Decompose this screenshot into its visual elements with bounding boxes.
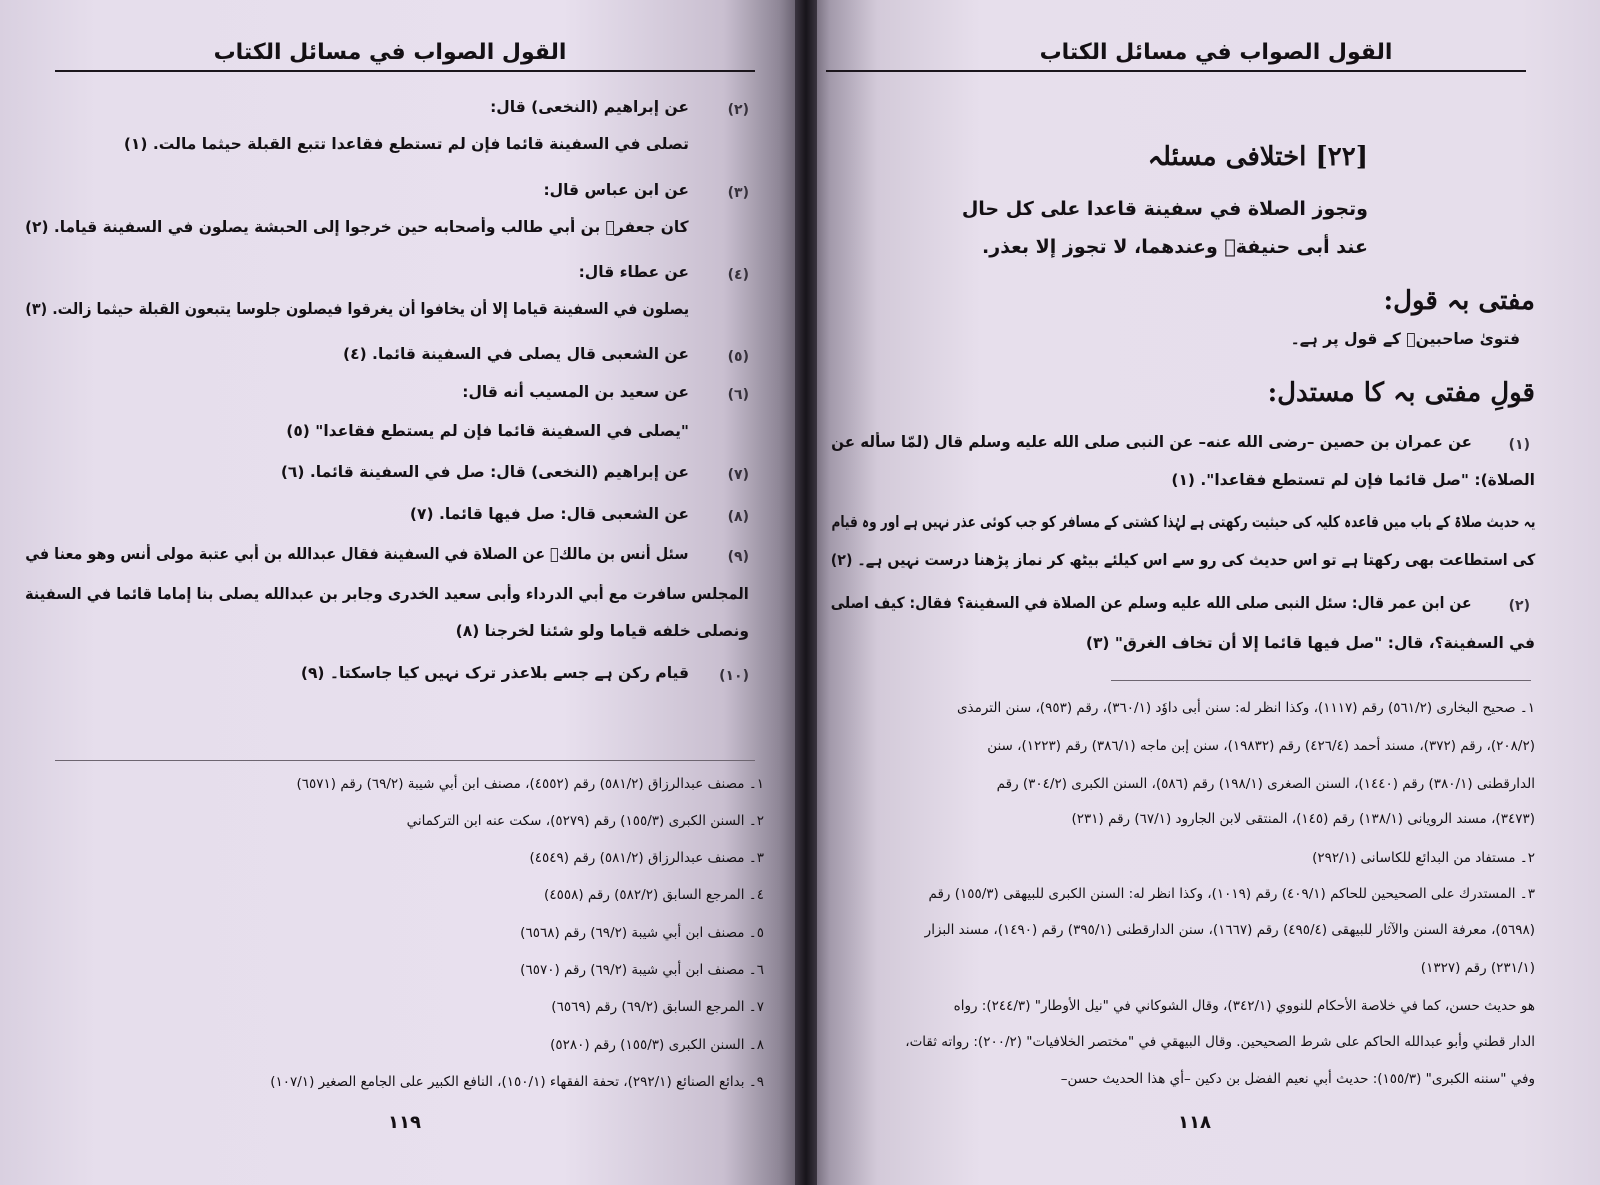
evidence-heading: قولِ مفتی بہ کا مستدل: bbox=[1267, 378, 1535, 408]
footnote: الدارقطنى (٣٨٠/١) رقم (١٤٤٠)، السنن الصغرى (١٩٨/١) رقم (٥٨٦)، السنن الكبرى (٣٠٤/٢) رقم bbox=[996, 776, 1535, 792]
item-text: عن الشعبى قال يصلى في السفينة قائما. (٤) bbox=[343, 345, 689, 363]
item-text: قیام رکن ہے جسے بلاعذر ترک نہیں کیا جاسکتا۔ (٩) bbox=[300, 664, 689, 682]
mufta-heading: مفتی بہ قول: bbox=[1383, 286, 1535, 316]
page-number: ١١٨ bbox=[1178, 1112, 1211, 1133]
item-text: عن ابن عمر قال: سئل النبى صلى الله عليه وسلم عن الصلاة في السفينة؟ فقال: كيف اصلى bbox=[831, 594, 1472, 612]
item-text: الصلاة): "صل قائما فإن لم تستطع فقاعدا". (١) bbox=[1171, 471, 1535, 489]
item-number: (٢) bbox=[1508, 598, 1530, 614]
mufta-text: فتویٰ صاحبینؒ کے قول پر ہے۔ bbox=[1290, 330, 1520, 348]
item-number: (٦) bbox=[727, 387, 749, 403]
item-number: (٥) bbox=[727, 349, 749, 365]
footnote: ١۔ صحيح البخارى (٥٦١/٢) رقم (١١١٧)، وكذا انظر له: سنن أبى داوٗد (٣٦٠/١)، رقم (٩٥٣)، سنن الترمذى bbox=[956, 700, 1535, 716]
item-text: عن الشعبى قال: صل فيها قائما. (٧) bbox=[409, 505, 689, 523]
statement-line: وتجوز الصلاة في سفينة قاعدا على كل حال bbox=[961, 198, 1368, 220]
footnote: ٢۔ السنن الكبرى (١٥٥/٣) رقم (٥٢٧٩)، سكت عنه ابن التركماني bbox=[406, 813, 764, 829]
footnote: الدار قطني وأبو عبدالله الحاكم على شرط الصحيحين. وقال البيهقي في "مختصر الخلافيات" (٢٠٠/٢): رواته ثقات، bbox=[905, 1034, 1535, 1050]
footnote: ٣۔ المستدرك على الصحيحين للحاكم (٤٠٩/١) رقم (١٠١٩)، وكذا انظر له: السنن الكبرى للبيهقى (١٥٥/٣) رقم bbox=[928, 886, 1535, 902]
item-text: عن إبراهيم (النخعى) قال: صل في السفينة قائما. (٦) bbox=[280, 463, 689, 481]
item-text: في السفينة؟، قال: "صل فيها قائما إلا أن تخاف الغرق" (٣) bbox=[1085, 634, 1535, 652]
footnote: ٣۔ مصنف عبدالرزاق (٥٨١/٢) رقم (٤٥٤٩) bbox=[529, 850, 764, 866]
right-page bbox=[806, 0, 1600, 1185]
header-rule bbox=[826, 70, 1526, 72]
footnote: ٨۔ السنن الكبرى (١٥٥/٣) رقم (٥٢٨٠) bbox=[550, 1037, 764, 1053]
item-text: یہ حدیث صلاۃ کے باب میں قاعدہ کلیہ کی حیثیت رکھتی ہے لہٰذا کشتی کے مسافر کو جب کوئی عذر نہیں ہے اور وہ قیام bbox=[831, 513, 1535, 531]
footnote: ٥۔ مصنف ابن أبي شيبة (٦٩/٢) رقم (٦٥٦٨) bbox=[520, 925, 764, 941]
item-text: عن سعيد بن المسيب أنه قال: bbox=[462, 383, 689, 401]
footnote: ٧۔ المرجع السابق (٦٩/٢) رقم (٦٥٦٩) bbox=[551, 999, 764, 1015]
item-text: عن إبراهيم (النخعى) قال: bbox=[490, 98, 689, 116]
footnote: هو حديث حسن، كما في خلاصة الأحكام للنووي (٣٤٢/١)، وقال الشوكاني في "نيل الأوطار" (٢٤٤/٣): رواه bbox=[953, 998, 1535, 1014]
item-text: المجلس سافرت مع أبي الدرداء وأبى سعيد الخدرى وجابر بن عبدالله يصلى بنا إماما قائما في السفينة bbox=[25, 585, 749, 603]
item-number: (٤) bbox=[727, 267, 749, 283]
running-head: القول الصواب في مسائل الكتاب bbox=[213, 40, 567, 65]
item-text: ونصلى خلفه قياما ولو شئنا لخرجنا (٨) bbox=[455, 622, 749, 640]
page-number: ١١٩ bbox=[388, 1112, 421, 1133]
item-number: (٨) bbox=[727, 509, 749, 525]
footnote: (٥٦٩٨)، معرفة السنن والآثار للبيهقى (٤٩٥/٤) رقم (١٦٦٧)، سنن الدارقطنى (٣٩٥/١) رقم (١٤٩٠)، مسند البزار bbox=[924, 922, 1535, 938]
item-text: کی استطاعت بھی رکھتا ہے تو اس حدیث کی رو سے اس کیلئے بیٹھ کر نماز پڑھنا درست نہیں ہے۔ (٢) bbox=[830, 551, 1535, 569]
footnote-rule bbox=[55, 760, 755, 761]
item-number: (٣) bbox=[727, 185, 749, 201]
header-rule bbox=[55, 70, 755, 72]
footnote: ٦۔ مصنف ابن أبي شيبة (٦٩/٢) رقم (٦٥٧٠) bbox=[520, 962, 764, 978]
chapter-heading: [٢٢] اختلافی مسئلہ bbox=[1147, 142, 1368, 172]
footnote: (٢٣١/١) رقم (١٣٢٧) bbox=[1420, 960, 1535, 976]
statement-line: عند أبى حنيفةؒ وعندهما، لا تجوز إلا بعذر. bbox=[982, 236, 1368, 258]
footnote: (٢٠٨/٢)، رقم (٣٧٢)، مسند أحمد (٤٢٦/٤) رقم (١٩٨٣٢)، سنن إبن ماجه (٣٨٦/١) رقم (١٢٢٣)، سنن bbox=[987, 738, 1535, 754]
footnote-rule bbox=[1111, 680, 1531, 681]
item-text: عن عمران بن حصين –رضى الله عنه– عن النبى صلى الله عليه وسلم قال (لمّا سأله عن bbox=[831, 433, 1472, 451]
item-text: تصلى في السفينة قائما فإن لم تستطع فقاعدا تتبع القبلة حيثما مالت. (١) bbox=[123, 135, 689, 153]
item-number: (٩) bbox=[727, 549, 749, 565]
footnote: ١۔ مصنف عبدالرزاق (٥٨١/٢) رقم (٤٥٥٢)، مصنف ابن أبي شيبة (٦٩/٢) رقم (٦٥٧١) bbox=[296, 776, 764, 792]
item-text: كان جعفرؓ بن أبي طالب وأصحابه حين خرجوا إلى الحبشة يصلون في السفينة قياما. (٢) bbox=[25, 218, 689, 236]
footnote: ٢۔ مستفاد من البدائع للكاسانى (٢٩٢/١) bbox=[1312, 850, 1535, 866]
item-number: (١) bbox=[1508, 437, 1530, 453]
item-text: عن عطاء قال: bbox=[578, 263, 689, 281]
item-number: (٢) bbox=[727, 102, 749, 118]
footnote: ٩۔ بدائع الصنائع (٢٩٢/١)، تحفة الفقهاء (١٥٠/١)، النافع الكبير على الجامع الصغير (١٠٧/١) bbox=[270, 1074, 764, 1090]
item-text: سئل أنس بن مالكؓ عن الصلاة في السفينة فقال عبدالله بن أبي عتبة مولى أنس وهو معنا في bbox=[25, 545, 689, 563]
book-binding bbox=[795, 0, 817, 1185]
item-text: يصلون في السفينة قياما إلا أن يخافوا أن يغرقوا فيصلون جلوسا يتبعون القبلة حيثما زالت. (٣) bbox=[25, 300, 689, 318]
footnote: ٤۔ المرجع السابق (٥٨٢/٢) رقم (٤٥٥٨) bbox=[544, 887, 764, 903]
item-number: (٧) bbox=[727, 467, 749, 483]
item-number: (١٠) bbox=[719, 668, 749, 684]
footnote: (٣٤٧٣)، مسند الرويانى (١٣٨/١) رقم (١٤٥)، المنتقى لابن الجارود (٦٧/١) رقم (٢٣١) bbox=[1071, 811, 1535, 827]
item-text: عن ابن عباس قال: bbox=[543, 181, 689, 199]
running-head: القول الصواب في مسائل الكتاب bbox=[1039, 40, 1393, 65]
item-text: "يصلى في السفينة قائما فإن لم يستطع فقاعدا" (٥) bbox=[286, 422, 689, 440]
footnote: وفي "سننه الكبرى" (١٥٥/٣): حديث أبي نعيم الفضل بن دكين –أي هذا الحديث حسن– bbox=[1060, 1071, 1535, 1087]
